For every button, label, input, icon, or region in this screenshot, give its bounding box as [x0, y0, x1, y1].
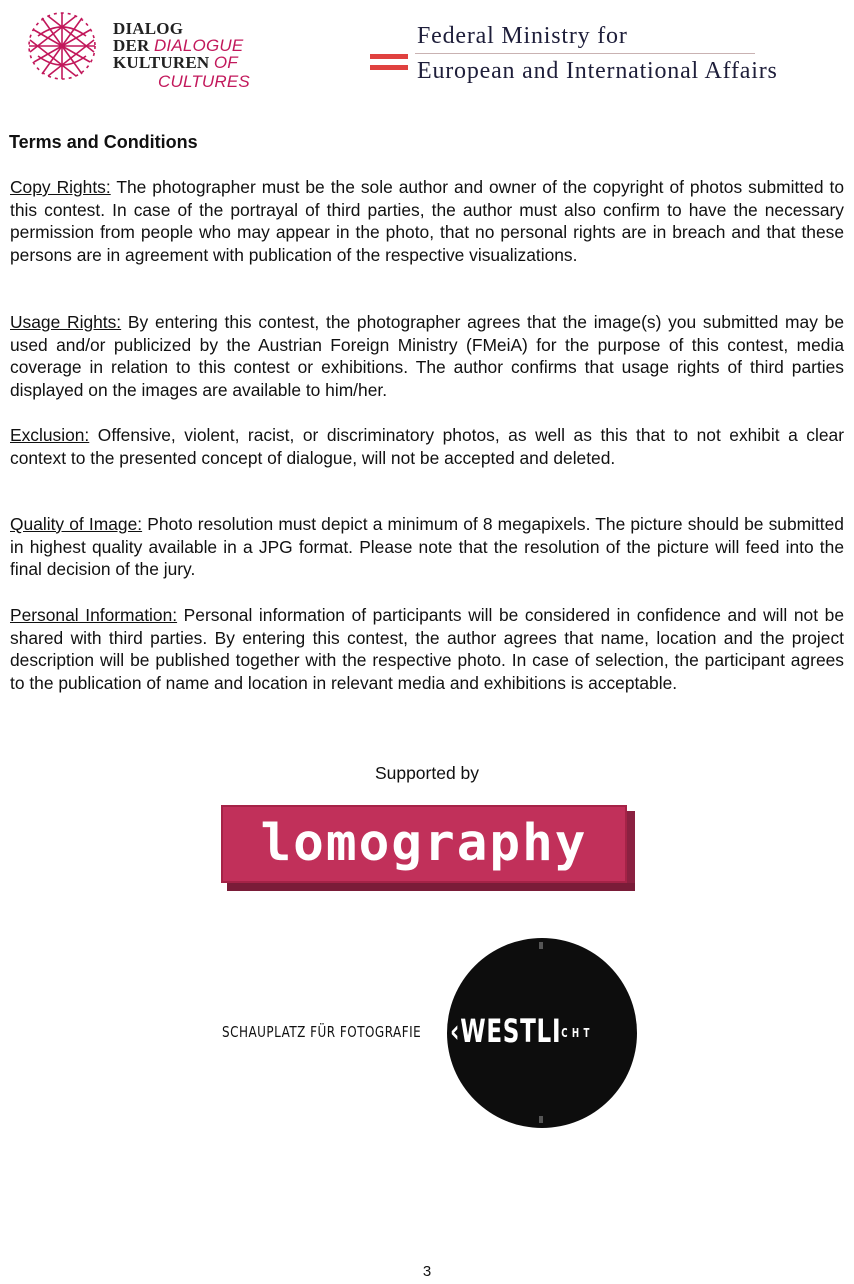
- terms-section-personal-information: [10, 604, 844, 694]
- dialog-logo-line3: [113, 54, 238, 72]
- section-label: Exclusion:: [10, 425, 90, 445]
- section-label: Personal Information:: [10, 605, 178, 625]
- westlicht-mark-icon: [539, 942, 543, 949]
- austria-flag-icon: [370, 54, 408, 59]
- dialog-logo-line4: CULTURES: [158, 72, 250, 91]
- dialog-logo-line1: DIALOG: [113, 19, 184, 38]
- westlicht-wordmark-large: ‹WESTLI: [450, 1012, 562, 1050]
- terms-section-copy-rights: [10, 176, 844, 266]
- westlicht-wordmark-small: CHT: [561, 1026, 594, 1040]
- ministry-name-line2: European and International Affairs: [417, 58, 778, 84]
- terms-section-usage-rights: [10, 311, 844, 401]
- section-label: Quality of Image:: [10, 514, 143, 534]
- ministry-name-line1: Federal Ministry for: [417, 23, 628, 49]
- lomography-logo: [221, 805, 635, 893]
- westlicht-wordmark: [450, 1012, 594, 1050]
- dialog-cultures-logo-icon: [24, 8, 100, 84]
- terms-section-quality-of-image: [10, 513, 844, 581]
- dialog-logo-line3-bold: KULTUREN: [113, 53, 210, 72]
- supported-by-label: Supported by: [374, 763, 480, 783]
- westlicht-tagline: SCHAUPLATZ FÜR FOTOGRAFIE: [222, 1023, 422, 1041]
- section-text: Offensive, violent, racist, or discriminatory photos, as well as this that to not exhibit a clear context to the presented concept of dialogue, will not be accepted and deleted.: [10, 425, 844, 468]
- westlicht-logo: [447, 938, 637, 1128]
- page-number: 3: [422, 1263, 432, 1280]
- dialog-logo-line2-bold: DER: [113, 36, 150, 55]
- ministry-divider: [415, 53, 755, 54]
- westlicht-mark-icon: [539, 1116, 543, 1123]
- lomography-logo-side: [627, 811, 635, 891]
- section-text: By entering this contest, the photographer agrees that the image(s) you submitted may be used and/or publicized by the Austrian Foreign Ministry (FMeiA) for the purpose of this contest, media coverage in relation to this contest or exhibitions. The author confirms that usage rights of third parties displayed on the images are available to him/her.: [10, 312, 844, 400]
- section-text: Personal information of participants will be considered in confidence and will not be shared with third parties. By entering this contest, the author agrees that name, location and the project description will be published together with the respective photo. In case of selection, the participant agrees to the publication of name and location in relevant media and exhibitions is acceptable.: [10, 605, 844, 693]
- dialog-logo-line3-italic: OF: [213, 53, 238, 72]
- austria-flag-stripe: [370, 65, 408, 70]
- section-label: Copy Rights:: [10, 177, 111, 197]
- terms-heading: Terms and Conditions: [9, 132, 198, 152]
- dialog-logo-line2-italic: DIALOGUE: [153, 36, 244, 55]
- lomography-logo-face: [221, 805, 627, 883]
- lomography-logo-bottom: [227, 883, 635, 891]
- section-label: Usage Rights:: [10, 312, 122, 332]
- terms-section-exclusion: [10, 424, 844, 469]
- section-text: The photographer must be the sole author and owner of the copyright of photos submitted to this contest. In case of the portrayal of third parties, the author must also confirm to have the necessary permission from people who may appear in the photo, that no personal rights are in breach and that these persons are in agreement with publication of the respective visualizations.: [10, 177, 844, 265]
- section-text: Photo resolution must depict a minimum of 8 megapixels. The picture should be submitted in highest quality available in a JPG format. Please note that the resolution of the picture will feed into the final decision of the jury.: [10, 514, 844, 580]
- lomography-wordmark: lomography: [260, 814, 588, 873]
